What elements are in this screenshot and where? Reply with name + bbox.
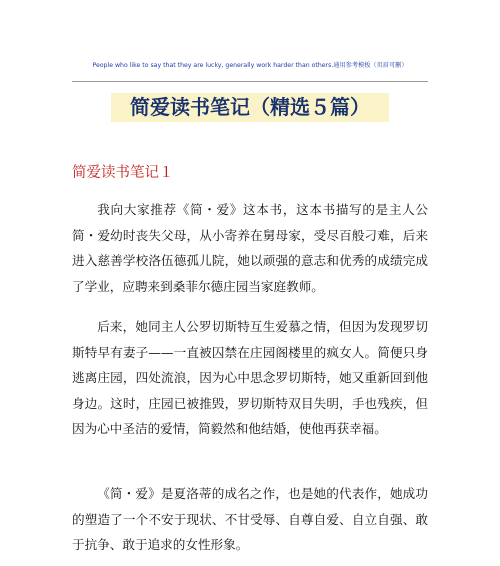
paragraph-3: 《简・爱》是夏洛蒂的成名之作，也是她的代表作，她成功的塑造了一个不安于现状、不甘受辱、自尊自爱、自立自强、敢于抗争、敢于追求的女性形象。 bbox=[72, 486, 428, 553]
section-heading: 简爱读书笔记１ bbox=[72, 165, 174, 181]
header-divider bbox=[72, 81, 428, 82]
document-title: 简爱读书笔记（精选５篇） bbox=[130, 95, 370, 119]
page-header-note: People who like to say that they are lucky, generally work harder than others.通用参考模板（页眉可删） bbox=[92, 62, 408, 69]
paragraph-1: 我向大家推荐《简・爱》这本书，这本书描写的是主人公简・爱幼时丧失父母，从小寄养在舅母家，受尽百般刁难，后来进入慈善学校洛伍德孤儿院，她以顽强的意志和优秀的成绩完成了学业，应聘来到桑菲尔德庄园当家庭教师。 bbox=[72, 202, 428, 294]
paragraph-2: 后来，她同主人公罗切斯特互生爱慕之情，但因为发现罗切斯特早有妻子——一直被囚禁在庄园阁楼里的疯女人。简便只身逃离庄园，四处流浪，因为心中思念罗切斯特，她又重新回到他身边。这时，庄园已被推毁，罗切斯特双目失明，手也残疾，但因为心中圣洁的爱情，简毅然和他结婚，使他再获幸福。 bbox=[72, 319, 428, 437]
